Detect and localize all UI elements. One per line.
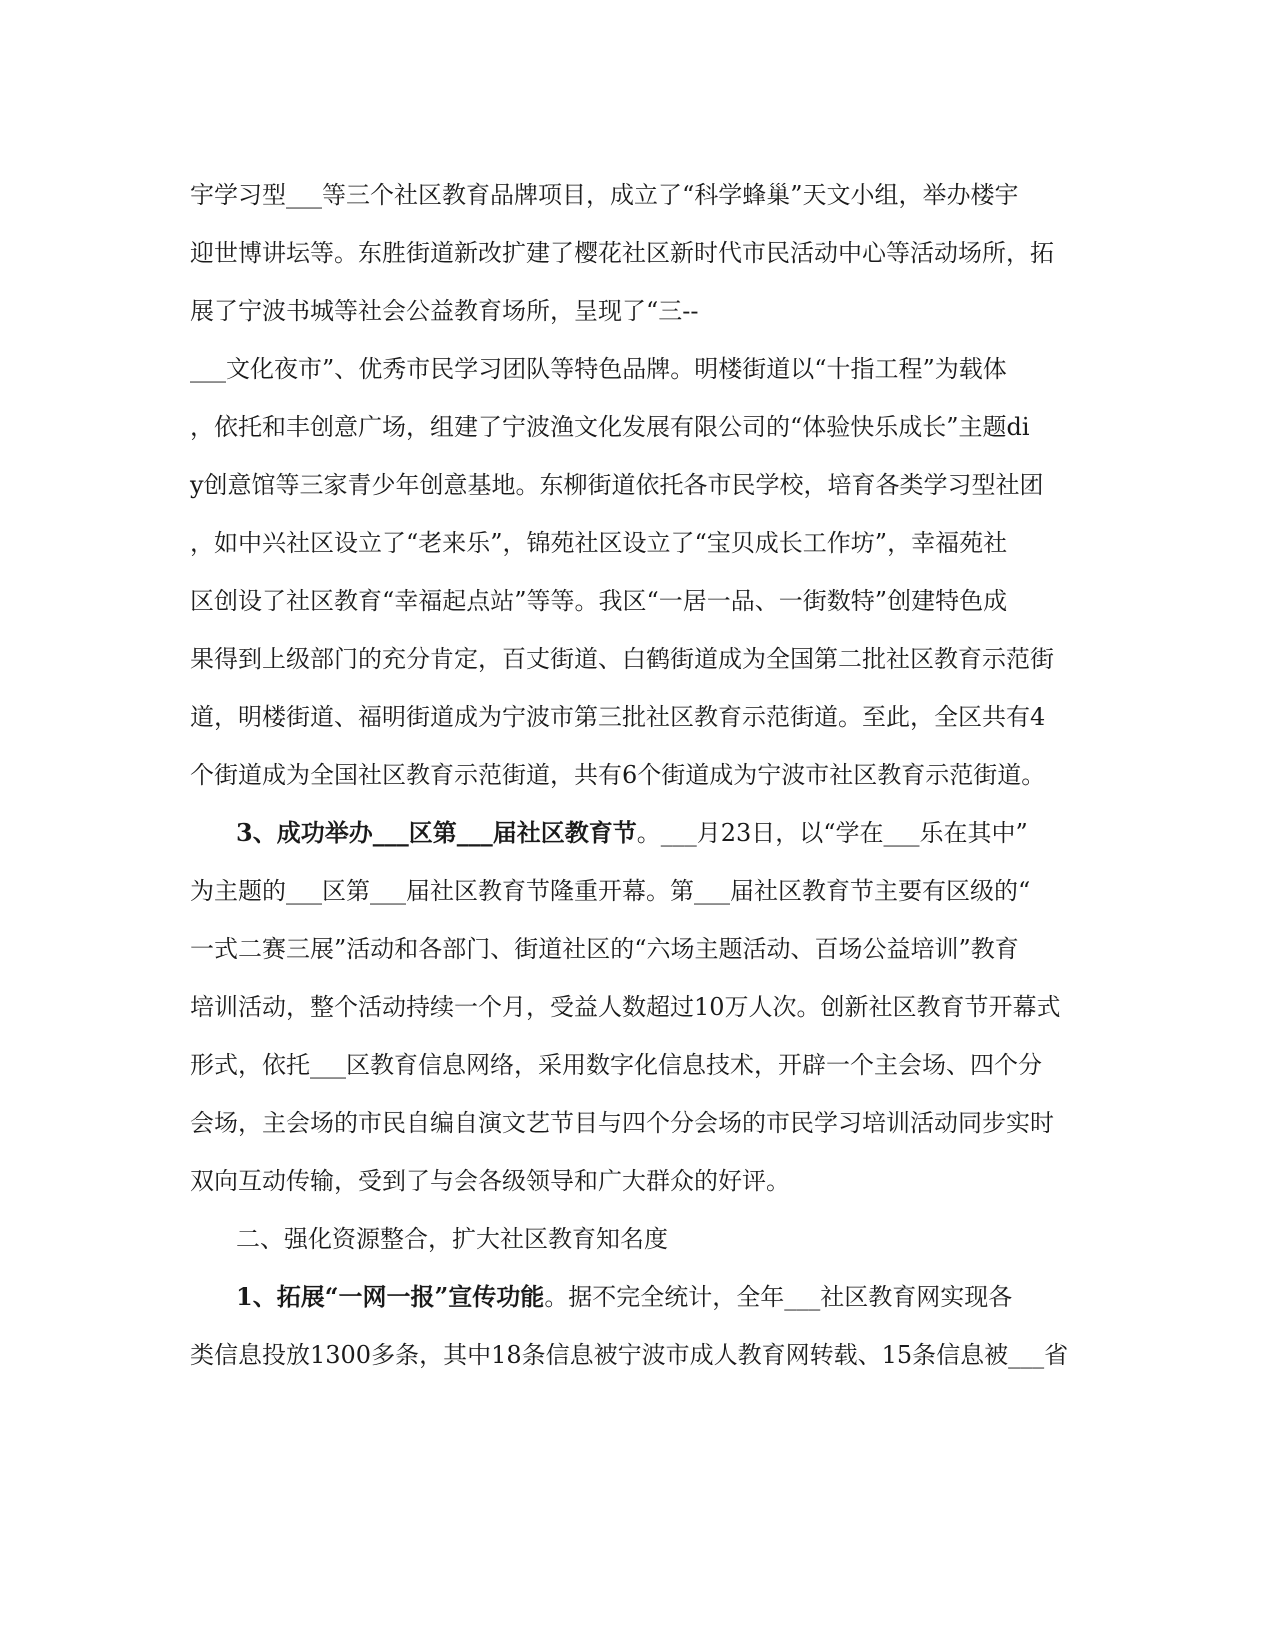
text-line: 形式，依托___区教育信息网络，采用数字化信息技术，开辟一个主会场、四个分 [190, 1051, 1042, 1079]
text-line: 展了宁波书城等社会公益教育场所，呈现了“三-- [190, 297, 699, 325]
text-line: 道，明楼街道、福明街道成为宁波市第三批社区教育示范街道。至此，全区共有4 [190, 703, 1046, 731]
text-line: 一式二赛三展”活动和各部门、街道社区的“六场主题活动、百场公益培训”教育 [190, 935, 1019, 963]
body-text [190, 166, 1085, 1384]
text-line: 迎世博讲坛等。东胜街道新改扩建了樱花社区新时代市民活动中心等活动场所，拓 [190, 239, 1054, 267]
text-line: 果得到上级部门的充分肯定，百丈街道、白鹤街道成为全国第二批社区教育示范街 [190, 645, 1054, 673]
text-line: ，如中兴社区设立了“老来乐”，锦苑社区设立了“宝贝成长工作坊”，幸福苑社 [190, 529, 1008, 557]
text-line: ___文化夜市”、优秀市民学习团队等特色品牌。明楼街道以“十指工程”为载体 [190, 355, 1007, 383]
section-3-first-line [190, 804, 1085, 862]
text-line: 宇学习型___等三个社区教育品牌项目，成立了“科学蜂巢”天文小组，举办楼宇 [190, 181, 1019, 209]
text-line: 个街道成为全国社区教育示范街道，共有6个街道成为宁波市社区教育示范街道。 [190, 761, 1046, 789]
text-line: 类信息投放1300多条，其中18条信息被宁波市成人教育网转载、15条信息被___省 [190, 1341, 1069, 1369]
item-1-text: 。据不完全统计，全年___社区教育网实现各 [544, 1283, 1013, 1311]
text-line: 双向互动传输，受到了与会各级领导和广大群众的好评。 [190, 1167, 790, 1195]
text-line: 区创设了社区教育“幸福起点站”等等。我区“一居一品、一街数特”创建特色成 [190, 587, 1008, 615]
section-3-text: 。___月23日，以“学在___乐在其中” [636, 819, 1028, 847]
section-two-heading: 二、强化资源整合，扩大社区教育知名度 [236, 1225, 668, 1253]
text-line: y创意馆等三家青少年创意基地。东柳街道依托各市民学校，培育各类学习型社团 [190, 471, 1044, 499]
text-line: 为主题的___区第___届社区教育节隆重开幕。第___届社区教育节主要有区级的“ [190, 877, 1031, 905]
item-1-first-line [190, 1268, 1085, 1326]
text-line: 会场，主会场的市民自编自演文艺节目与四个分会场的市民学习培训活动同步实时 [190, 1109, 1054, 1137]
text-line: 培训活动，整个活动持续一个月，受益人数超过10万人次。创新社区教育节开幕式 [190, 993, 1061, 1021]
section-3-heading: 3、成功举办___区第___届社区教育节 [236, 818, 637, 847]
item-1-heading: 1、拓展“一网一报”宣传功能 [236, 1282, 545, 1311]
text-line: ，依托和丰创意广场，组建了宁波渔文化发展有限公司的“体验快乐成长”主题di [190, 413, 1030, 441]
